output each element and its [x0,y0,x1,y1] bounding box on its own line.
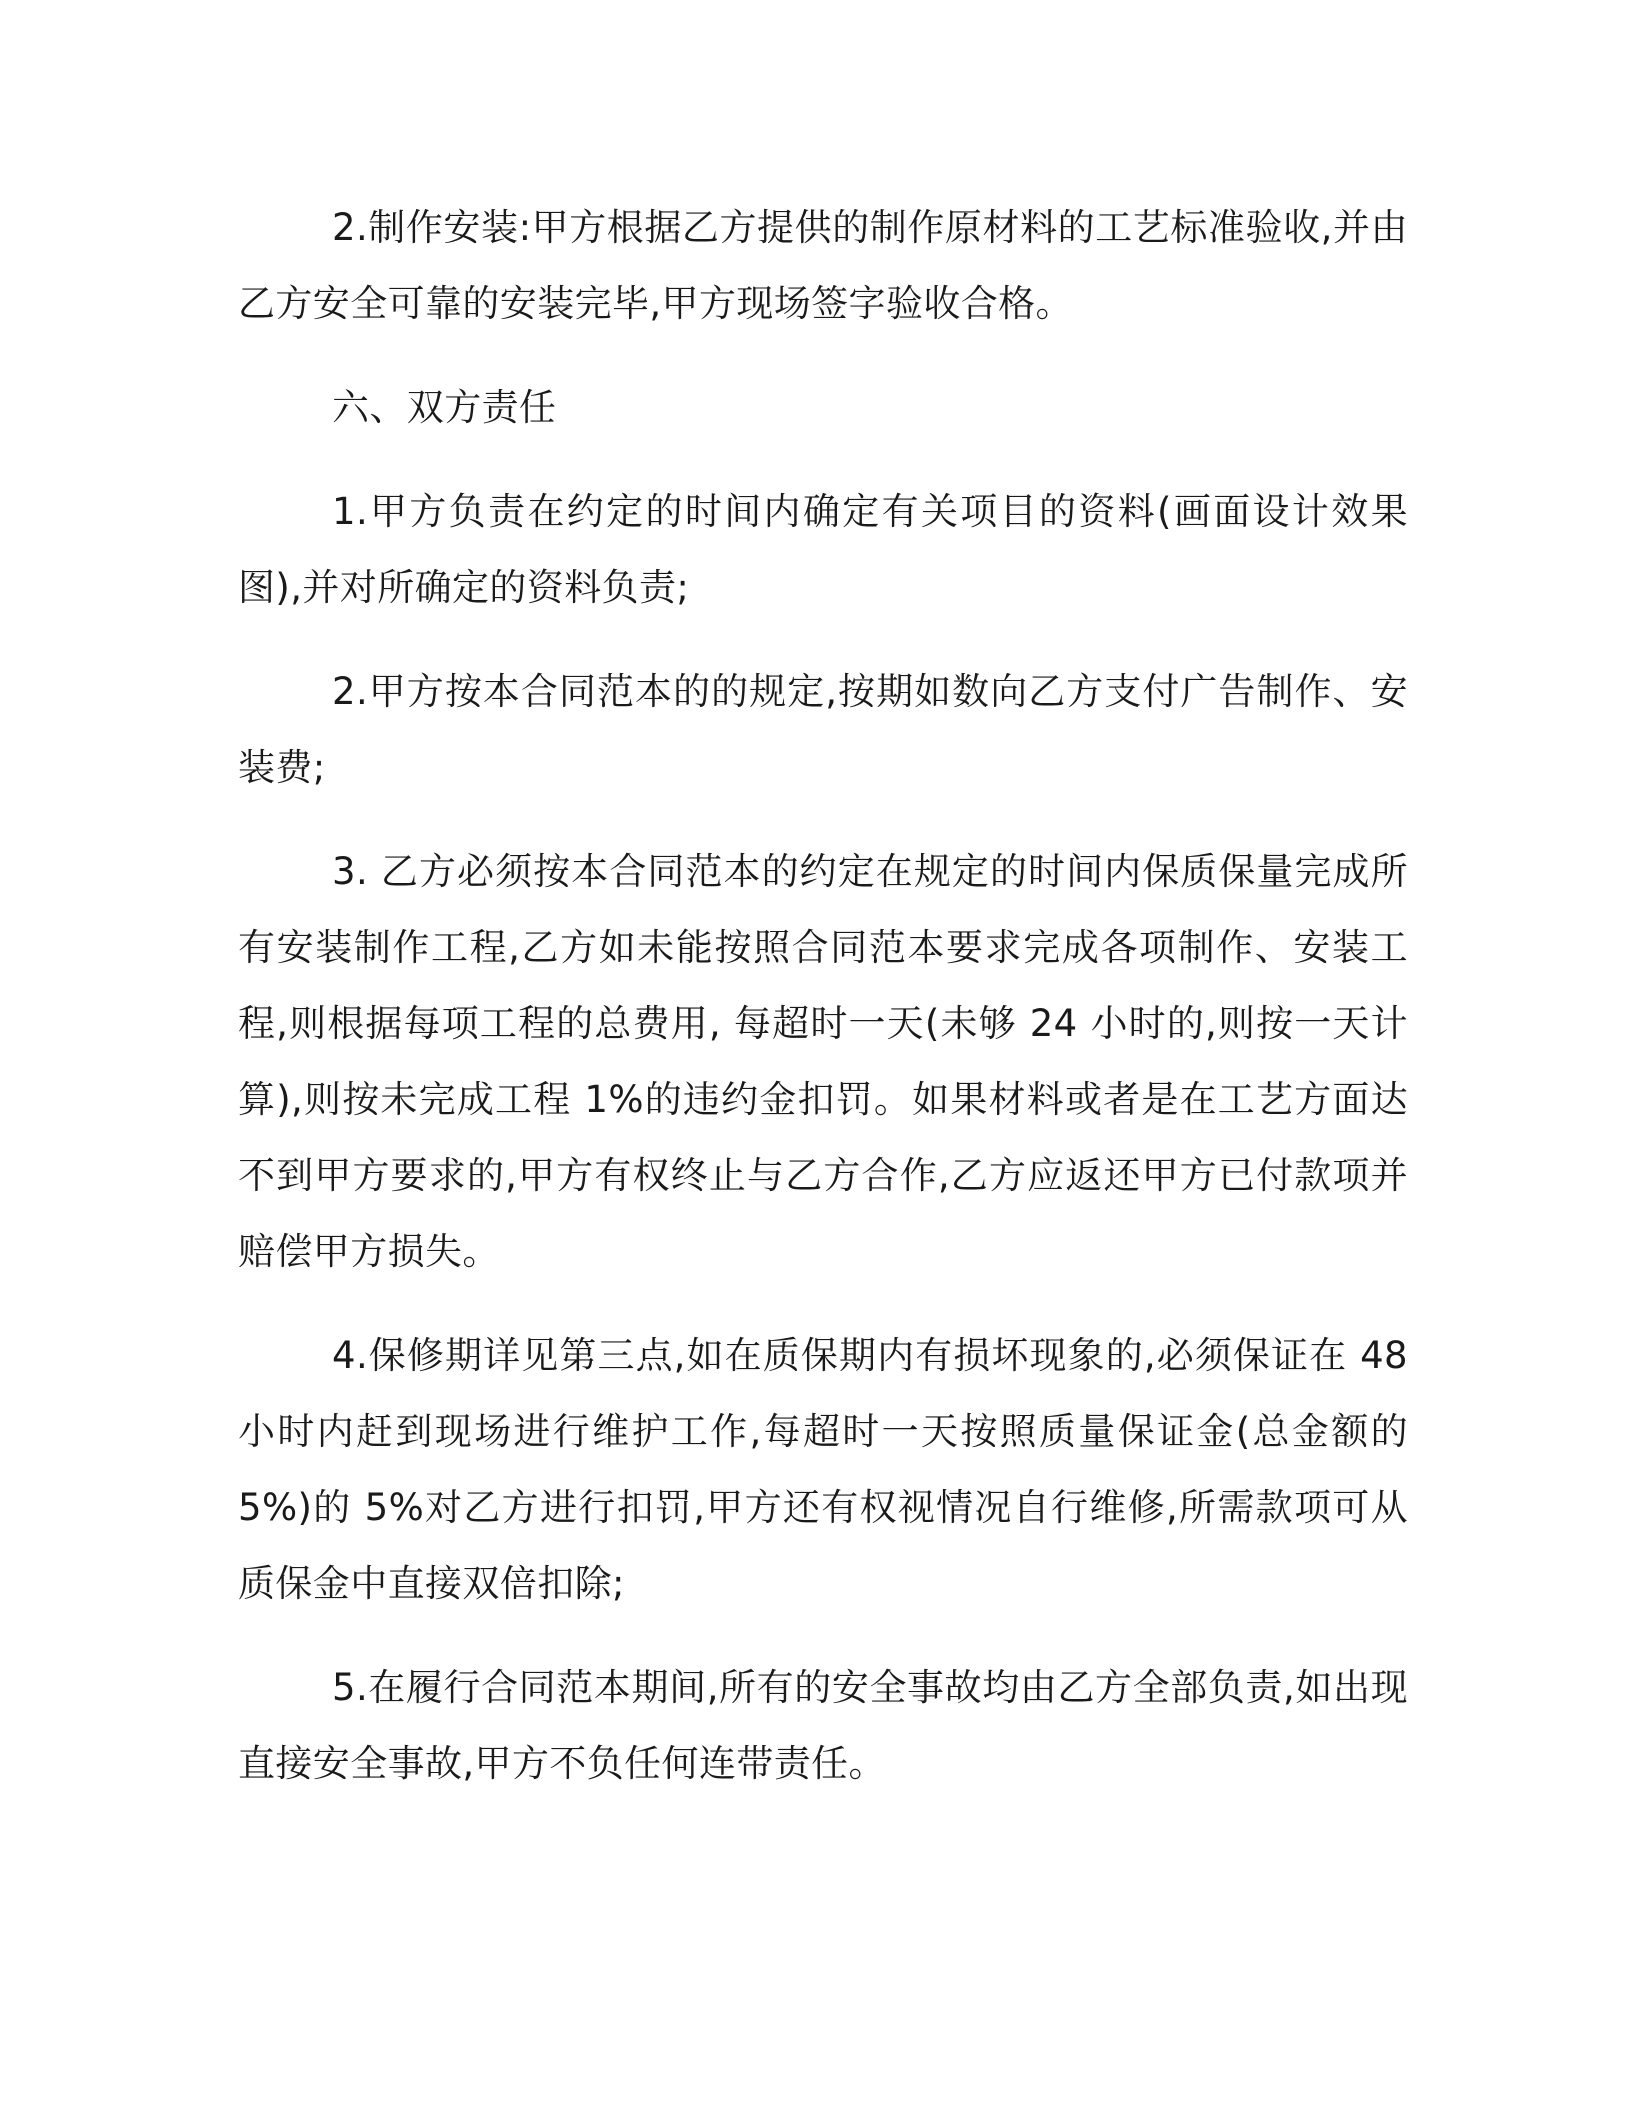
paragraph-party-b-completion: 3. 乙方必须按本合同范本的约定在规定的时间内保质保量完成所有安装制作工程,乙方如未能按照合同范本要求完成各项制作、安装工程,则根据每项工程的总费用, 每超时一天(未够 24 小时的,则按一天计算),则按未完成工程 1%的违约金扣罚。如果材料或者是在工艺方面达不到甲方要求的,甲方有权终止与乙方合作,乙方应返还甲方已付款项并赔偿甲方损失。 [238,850,1408,1273]
paragraph-safety: 5.在履行合同范本期间,所有的安全事故均由乙方全部负责,如出现直接安全事故,甲方不负任何连带责任。 [238,1666,1408,1785]
document-body [238,190,1408,1830]
paragraph-installation: 2.制作安装:甲方根据乙方提供的制作原材料的工艺标准验收,并由乙方安全可靠的安装完毕,甲方现场签字验收合格。 [238,206,1408,325]
section-heading-responsibilities: 六、双方责任 [332,386,557,429]
paragraph-warranty: 4.保修期详见第三点,如在质保期内有损坏现象的,必须保证在 48 小时内赶到现场进行维护工作,每超时一天按照质量保证金(总金额的 5%)的 5%对乙方进行扣罚,甲方还有权视情况自行维修,所需款项可从质保金中直接双倍扣除; [238,1334,1408,1605]
paragraph-party-a-materials: 1.甲方负责在约定的时间内确定有关项目的资料(画面设计效果图),并对所确定的资料负责; [238,490,1408,609]
paragraph-party-a-payment: 2.甲方按本合同范本的的规定,按期如数向乙方支付广告制作、安装费; [238,670,1408,789]
